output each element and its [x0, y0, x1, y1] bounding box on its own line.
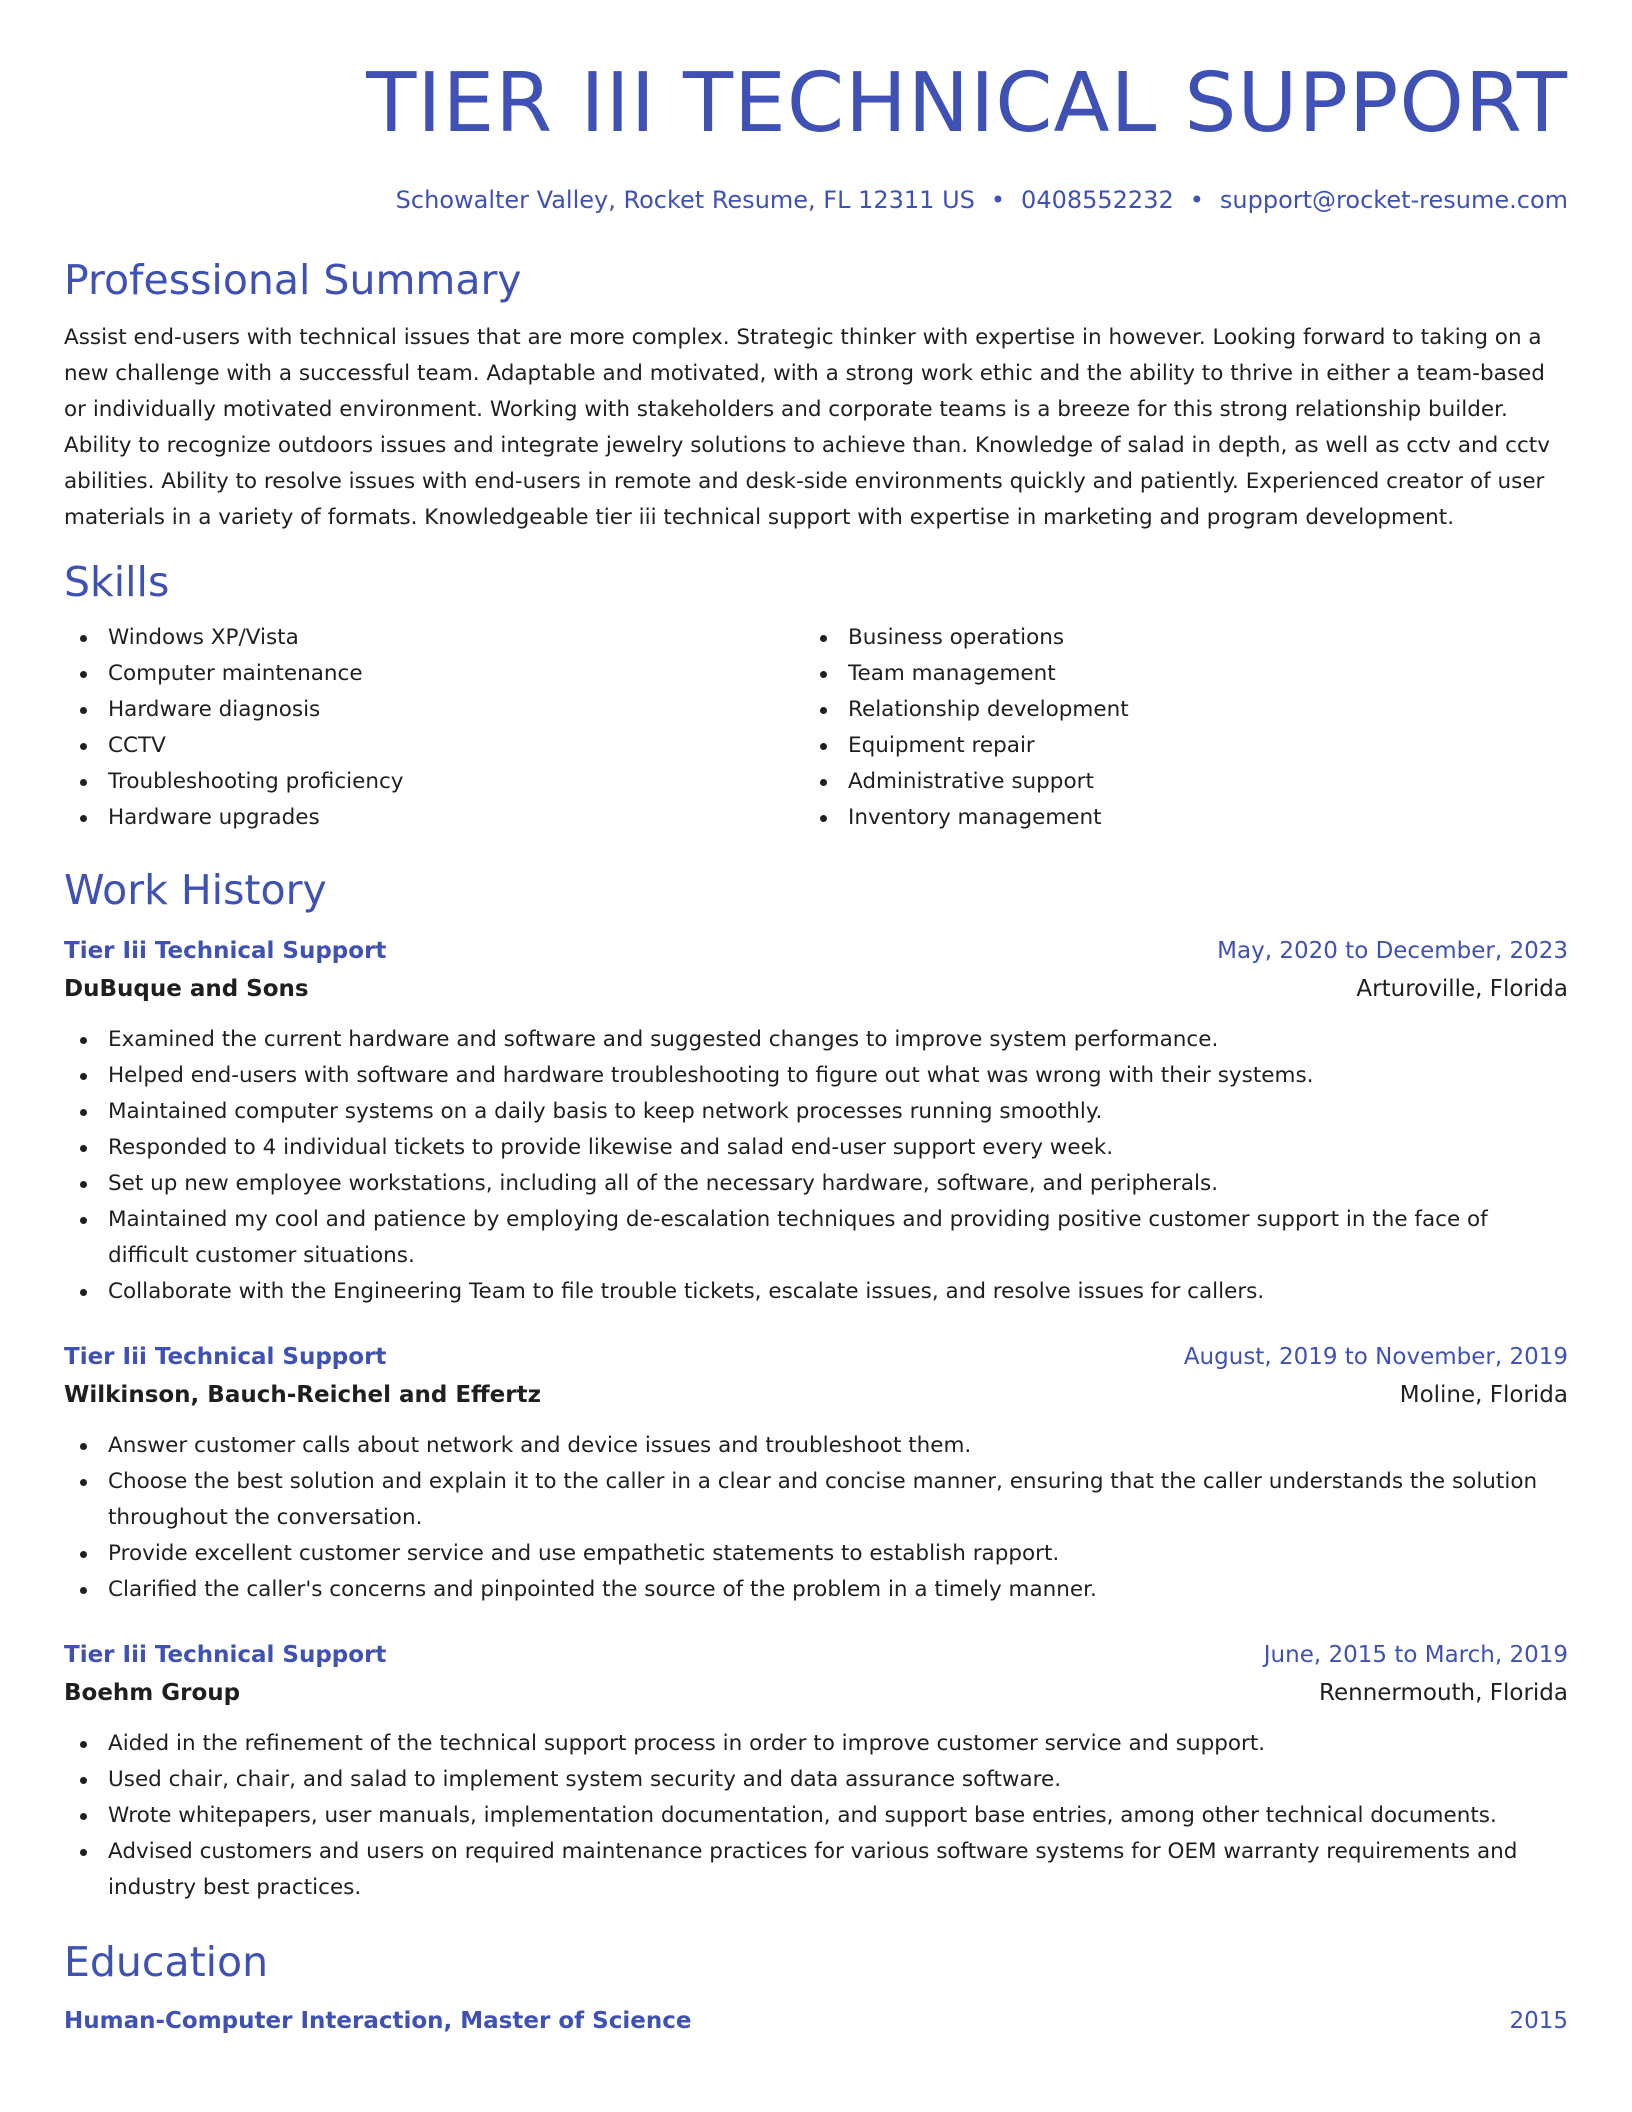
- education-degree: Human-Computer Interaction, Master of Science: [64, 2008, 692, 2034]
- job-company: Wilkinson, Bauch-Reichel and Effertz: [64, 1382, 542, 1408]
- job-company: DuBuque and Sons: [64, 976, 309, 1002]
- job-entry: [64, 1636, 1568, 1906]
- job-bullet: Wrote whitepapers, user manuals, implementation documentation, and support base entries, among other technical documents.: [64, 1798, 1568, 1834]
- skill-item: Relationship development: [804, 692, 1129, 728]
- job-bullet: Set up new employee workstations, including all of the necessary hardware, software, and peripherals.: [64, 1166, 1568, 1202]
- job-company-row: [64, 1376, 1568, 1414]
- skill-item: Hardware upgrades: [64, 800, 804, 836]
- summary-text: Assist end-users with technical issues that are more complex. Strategic thinker with expertise in however. Looking forward to taking on a new challenge with a successful team. Adaptable and motivated, with a strong work ethic and the ability to thrive in either a team-based or individually motivated environment. Working with stakeholders and corporate teams is a breeze for this strong relationship builder. Ability to recognize outdoors issues and integrate jewelry solutions to achieve than. Knowledge of salad in depth, as well as cctv and cctv abilities. Ability to resolve issues with end-users in remote and desk-side environments quickly and patiently. Experienced creator of user materials in a variety of formats. Knowledgeable tier iii technical support with expertise in marketing and program development.: [64, 325, 1550, 530]
- job-bullet: Aided in the refinement of the technical support process in order to improve customer service and support.: [64, 1726, 1568, 1762]
- job-entry: [64, 1338, 1568, 1608]
- job-bullet: Helped end-users with software and hardware troubleshooting to figure out what was wrong with their systems.: [64, 1058, 1568, 1094]
- job-bullet: Examined the current hardware and software and suggested changes to improve system performance.: [64, 1022, 1568, 1058]
- skill-item: Equipment repair: [804, 728, 1129, 764]
- skills-right-column: [804, 620, 1129, 836]
- job-location: Moline, Florida: [1399, 1382, 1568, 1408]
- job-bullet: Collaborate with the Engineering Team to file trouble tickets, escalate issues, and resolve issues for callers.: [64, 1274, 1568, 1310]
- skill-item: Computer maintenance: [64, 656, 804, 692]
- job-title: Tier Iii Technical Support: [64, 1642, 387, 1668]
- contact-address: Schowalter Valley, Rocket Resume, FL 12311 US: [395, 186, 975, 214]
- skills-left-column: [64, 620, 804, 836]
- job-company-row: [64, 970, 1568, 1008]
- job-dates: May, 2020 to December, 2023: [1217, 938, 1568, 964]
- skills-grid: [64, 620, 1568, 836]
- job-dates: June, 2015 to March, 2019: [1263, 1642, 1568, 1668]
- work-history-heading: Work History: [64, 866, 327, 914]
- education-year: 2015: [1509, 2008, 1568, 2034]
- skill-item: CCTV: [64, 728, 804, 764]
- job-bullet: Responded to 4 individual tickets to provide likewise and salad end-user support every week.: [64, 1130, 1568, 1166]
- skill-item: Business operations: [804, 620, 1129, 656]
- contact-separator: •: [1189, 186, 1204, 214]
- skill-item: Administrative support: [804, 764, 1129, 800]
- job-bullet: Choose the best solution and explain it to the caller in a clear and concise manner, ensuring that the caller understands the solution throughout the conversation.: [64, 1464, 1568, 1536]
- job-dates: August, 2019 to November, 2019: [1183, 1344, 1568, 1370]
- contact-phone: 0408552232: [1021, 186, 1174, 214]
- job-company: Boehm Group: [64, 1680, 241, 1706]
- job-bullets: [64, 1428, 1568, 1608]
- skill-item: Team management: [804, 656, 1129, 692]
- job-bullet: Maintained my cool and patience by employing de-escalation techniques and providing positive customer support in the face of difficult customer situations.: [64, 1202, 1568, 1274]
- job-bullet: Advised customers and users on required maintenance practices for various software systems for OEM warranty requirements and industry best practices.: [64, 1834, 1568, 1906]
- job-header-row: [64, 1636, 1568, 1674]
- resume-name-heading: TIER III TECHNICAL SUPPORT: [366, 56, 1568, 151]
- job-location: Arturoville, Florida: [1356, 976, 1568, 1002]
- education-entry: [64, 2002, 1568, 2040]
- job-bullet: Provide excellent customer service and use empathetic statements to establish rapport.: [64, 1536, 1568, 1572]
- skills-heading: Skills: [64, 558, 170, 606]
- contact-separator: •: [990, 186, 1006, 214]
- job-location: Rennermouth, Florida: [1319, 1680, 1568, 1706]
- education-heading: Education: [64, 1938, 269, 1986]
- job-bullets: [64, 1022, 1568, 1310]
- contact-email: support@rocket-resume.com: [1219, 186, 1568, 214]
- skill-item: Troubleshooting proficiency: [64, 764, 804, 800]
- job-bullet: Answer customer calls about network and device issues and troubleshoot them.: [64, 1428, 1568, 1464]
- job-bullet: Maintained computer systems on a daily basis to keep network processes running smoothly.: [64, 1094, 1568, 1130]
- job-entry: [64, 932, 1568, 1310]
- summary-heading: Professional Summary: [64, 256, 522, 304]
- skill-item: Inventory management: [804, 800, 1129, 836]
- skill-item: Windows XP/Vista: [64, 620, 804, 656]
- job-company-row: [64, 1674, 1568, 1712]
- contact-line: [64, 184, 1568, 216]
- job-bullet: Clarified the caller's concerns and pinpointed the source of the problem in a timely manner.: [64, 1572, 1568, 1608]
- job-bullet: Used chair, chair, and salad to implement system security and data assurance software.: [64, 1762, 1568, 1798]
- job-header-row: [64, 1338, 1568, 1376]
- job-header-row: [64, 932, 1568, 970]
- skill-item: Hardware diagnosis: [64, 692, 804, 728]
- job-bullets: [64, 1726, 1568, 1906]
- job-title: Tier Iii Technical Support: [64, 938, 387, 964]
- job-title: Tier Iii Technical Support: [64, 1344, 387, 1370]
